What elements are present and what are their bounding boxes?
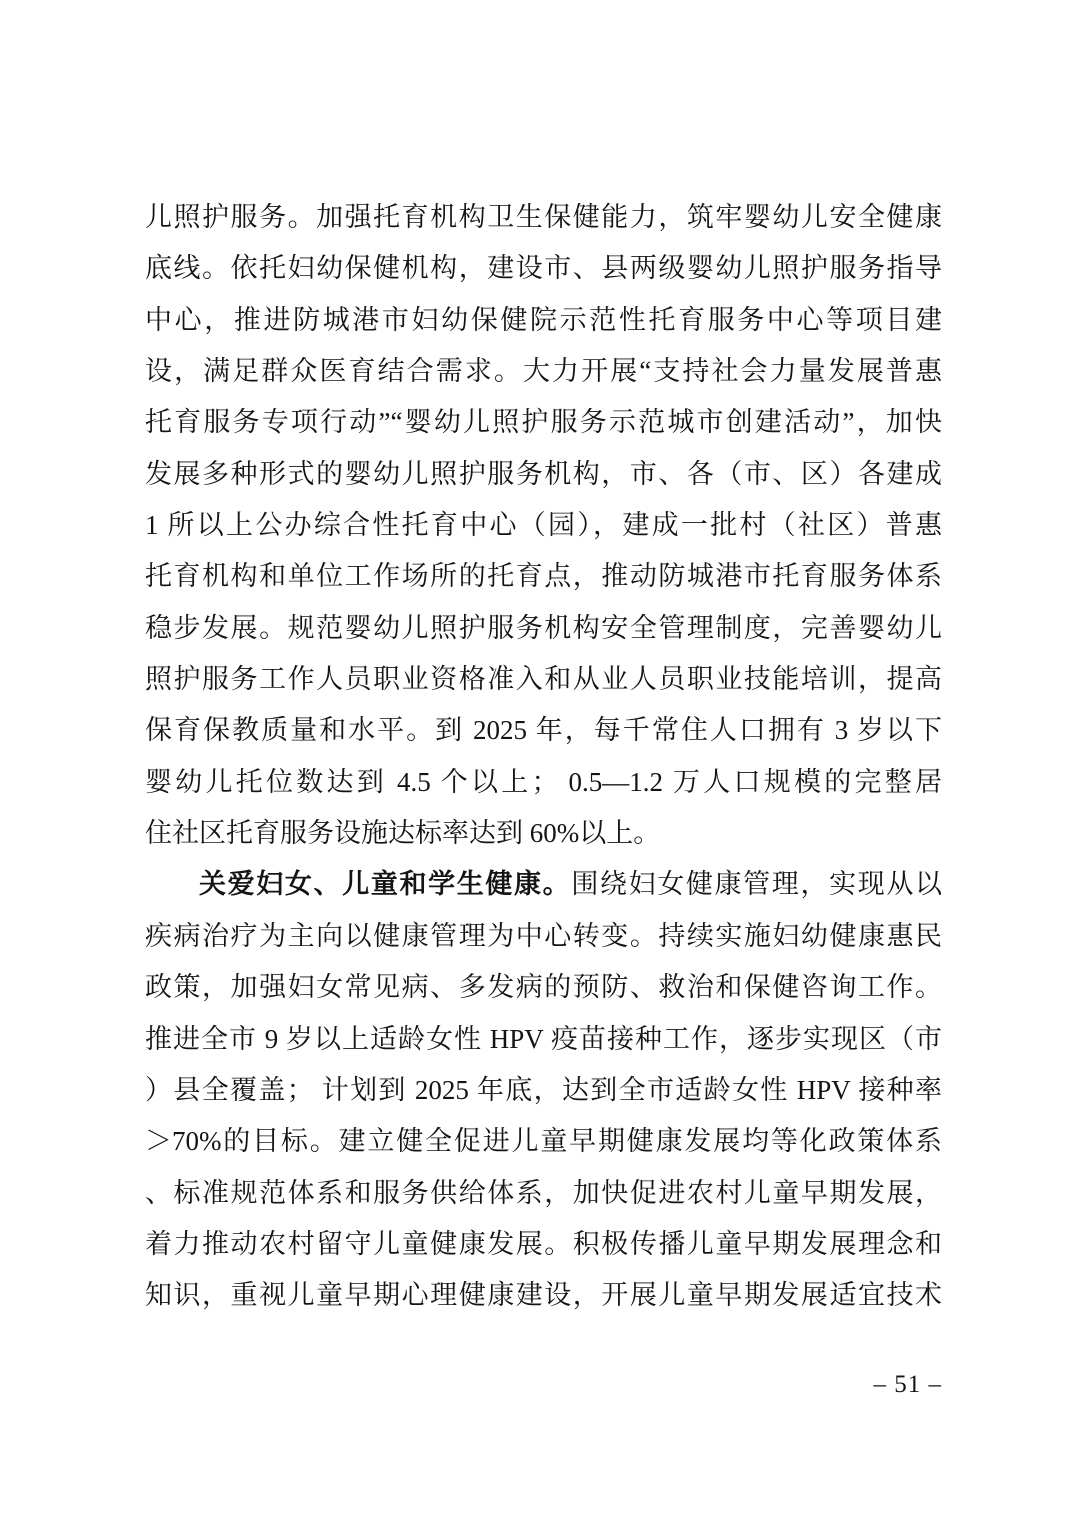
text-line	[145, 757, 942, 808]
body-text: ）县全覆盖； 计划到 2025 年底，达到全市适龄女性 HPV 接种率	[145, 1074, 942, 1105]
text-line	[145, 397, 942, 448]
body-text: 推进全市 9 岁以上适龄女性 HPV 疫苗接种工作，逐步实现区（市	[145, 1023, 942, 1054]
text-line	[145, 192, 942, 243]
text-line	[145, 962, 942, 1013]
body-text: 知识，重视儿童早期心理健康建设，开展儿童早期发展适宜技术	[145, 1280, 942, 1311]
body-text: 政策，加强妇女常见病、多发病的预防、救治和保健咨询工作。	[145, 972, 942, 1003]
body-text: 围绕妇女健康管理，实现从以	[571, 869, 943, 900]
body-text: 、标准规范体系和服务供给体系，加快促进农村儿童早期发展，	[145, 1177, 942, 1208]
text-line	[145, 859, 942, 910]
text-line	[145, 705, 942, 756]
text-line	[145, 346, 942, 397]
body-text: 中心，推进防城港市妇幼保健院示范性托育服务中心等项目建	[145, 304, 942, 335]
text-line	[145, 295, 942, 346]
text-line	[145, 911, 942, 962]
text-line	[145, 1065, 942, 1116]
text-line	[145, 654, 942, 705]
text-line	[145, 551, 942, 602]
body-text: 1 所以上公办综合性托育中心（园），建成一批村（社区）普惠	[145, 510, 942, 541]
text-line	[145, 1270, 942, 1321]
body-text: 保育保教质量和水平。到 2025 年，每千常住人口拥有 3 岁以下	[145, 715, 942, 746]
body-text: 着力推动农村留守儿童健康发展。积极传播儿童早期发展理念和	[145, 1228, 942, 1259]
document-text	[145, 192, 942, 1322]
text-line	[145, 500, 942, 551]
text-line	[145, 808, 942, 859]
body-text: 发展多种形式的婴幼儿照护服务机构，市、各（市、区）各建成	[145, 458, 942, 489]
text-line	[145, 449, 942, 500]
body-text: 设，满足群众医育结合需求。大力开展“支持社会力量发展普惠	[145, 356, 942, 387]
body-text: 儿照护服务。加强托育机构卫生保健能力，筑牢婴幼儿安全健康	[145, 202, 942, 232]
text-line	[145, 1014, 942, 1065]
section-heading: 关爱妇女、儿童和学生健康。	[199, 869, 572, 900]
text-line	[145, 1219, 942, 1270]
body-text: 稳步发展。规范婴幼儿照护服务机构安全管理制度，完善婴幼儿	[145, 612, 942, 643]
body-text: 婴幼儿托位数达到 4.5 个以上； 0.5—1.2 万人口规模的完整居	[145, 766, 942, 797]
body-text: 照护服务工作人员职业资格准入和从业人员职业技能培训，提高	[145, 664, 942, 695]
body-text: 托育机构和单位工作场所的托育点，推动防城港市托育服务体系	[145, 561, 942, 592]
body-text: 疾病治疗为主向以健康管理为中心转变。持续实施妇幼健康惠民	[145, 920, 942, 951]
text-line	[145, 1116, 942, 1167]
body-text: 托育服务专项行动”“婴幼儿照护服务示范城市创建活动”，加快	[145, 407, 942, 438]
body-text: 底线。依托妇幼保健机构，建设市、县两级婴幼儿照护服务指导	[145, 253, 942, 284]
body-text: 住社区托育服务设施达标率达到 60%以上。	[145, 818, 661, 849]
page-number: – 51 –	[873, 1371, 942, 1398]
text-line	[145, 603, 942, 654]
body-text: ＞70%的目标。建立健全促进儿童早期健康发展均等化政策体系	[145, 1126, 942, 1157]
text-line	[145, 243, 942, 294]
text-line	[145, 1168, 942, 1219]
